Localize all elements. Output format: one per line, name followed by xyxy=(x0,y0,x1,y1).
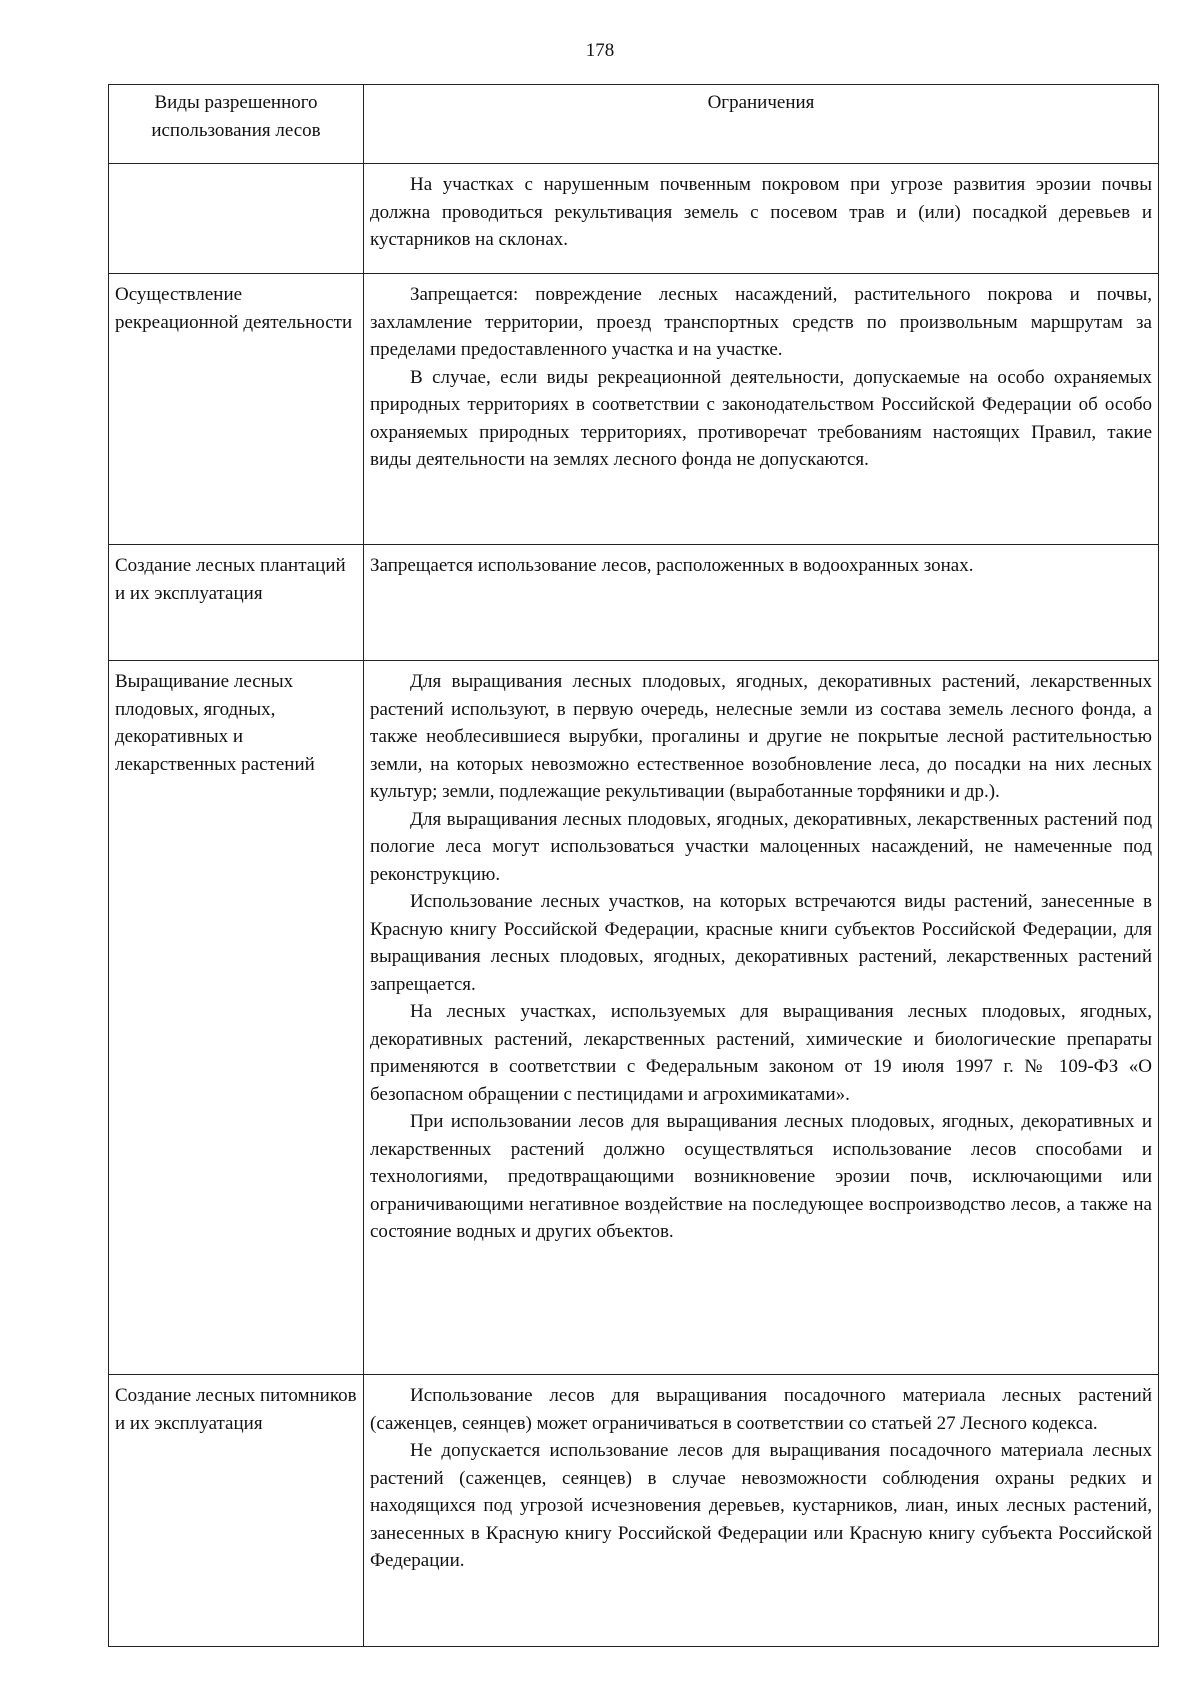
row-usage-type xyxy=(109,164,364,274)
header-restrictions: Ограничения xyxy=(364,85,1159,164)
row-restrictions xyxy=(364,164,1159,274)
table-row xyxy=(109,1375,1159,1647)
row-usage-type: Выращивание лесных плодовых, ягодных, декоративных и лекарственных растений xyxy=(109,661,364,1375)
row-restrictions xyxy=(364,274,1159,545)
restriction-paragraph: В случае, если виды рекреационной деятельности, допускаемые на особо охраняемых природных территориях в соответствии с законодательством Российской Федерации об особо охраняемых природных территориях, противоречат требованиям настоящих Правил, такие виды деятельности на землях лесного фонда не допускаются. xyxy=(370,366,1152,470)
restriction-paragraph: Использование лесных участков, на которых встречаются виды растений, занесенные в Красную книгу Российской Федерации, красные книги субъектов Российской Федерации, для выращивания лесных плодовых, ягодных, декоративных растений, лекарственных растений запрещается. xyxy=(370,891,1152,995)
restriction-paragraph: Использование лесов для выращивания посадочного материала лесных растений (саженцев, сеянцев) может ограничиваться в соответствии со статьей 27 Лесного кодекса. xyxy=(370,1385,1152,1434)
row-restrictions xyxy=(364,1375,1159,1647)
row-usage-type: Создание лесных плантаций и их эксплуатация xyxy=(109,545,364,661)
restriction-paragraph: Запрещается: повреждение лесных насаждений, растительного покрова и почвы, захламление территории, проезд транспортных средств по произвольным маршрутам за пределами предоставленного участка и на участке. xyxy=(370,284,1152,360)
table-header-row xyxy=(109,85,1159,164)
table-row xyxy=(109,274,1159,545)
restriction-paragraph: На лесных участках, используемых для выращивания лесных плодовых, ягодных, декоративных растений, лекарственных растений, химические и биологические препараты применяются в соответствии с Федеральным законом от 19 июля 1997 г. № 109-ФЗ «О безопасном обращении с пестицидами и агрохимикатами». xyxy=(370,1001,1152,1105)
restriction-paragraph: На участках с нарушенным почвенным покровом при угрозе развития эрозии почвы должна проводиться рекультивация земель с посевом трав и (или) посадкой деревьев и кустарников на склонах. xyxy=(370,174,1152,250)
restriction-paragraph: При использовании лесов для выращивания лесных плодовых, ягодных, декоративных и лекарственных растений должно осуществляться использование лесов способами и технологиями, предотвращающими возникновение эрозии почв, исключающими или ограничивающими негативное воздействие на последующее воспроизводство лесов, а также на состояние водных и других объектов. xyxy=(370,1111,1152,1242)
restrictions-table xyxy=(108,84,1159,1647)
restriction-paragraph: Для выращивания лесных плодовых, ягодных, декоративных растений, лекарственных растений используют, в первую очередь, нелесные земли из состава земель лесного фонда, а также необлесившиеся вырубки, прогалины и другие не покрытые лесной растительностью земли, на которых невозможно естественное возобновление леса, до посадки на них лесных культур; земли, подлежащие рекультивации (выработанные торфяники и др.). xyxy=(370,671,1152,802)
restriction-paragraph: Не допускается использование лесов для выращивания посадочного материала лесных растений (саженцев, сеянцев) в случае невозможности соблюдения охраны редких и находящихся под угрозой исчезновения деревьев, кустарников, лиан, иных лесных растений, занесенных в Красную книгу Российской Федерации или Красную книгу субъекта Российской Федерации. xyxy=(370,1440,1152,1571)
table-row xyxy=(109,164,1159,274)
row-usage-type: Осуществление рекреационной деятельности xyxy=(109,274,364,545)
row-usage-type: Создание лесных питомников и их эксплуатация xyxy=(109,1375,364,1647)
page-number: 178 xyxy=(585,40,615,61)
header-usage-types: Виды разрешенного использования лесов xyxy=(109,85,364,164)
row-restrictions xyxy=(364,545,1159,661)
table-row xyxy=(109,661,1159,1375)
row-restrictions xyxy=(364,661,1159,1375)
table-row xyxy=(109,545,1159,661)
restriction-paragraph: Запрещается использование лесов, расположенных в водоохранных зонах. xyxy=(370,555,974,576)
restriction-paragraph: Для выращивания лесных плодовых, ягодных, декоративных, лекарственных растений под пологие леса могут использоваться участки малоценных насаждений, не намеченные под реконструкцию. xyxy=(370,808,1152,885)
